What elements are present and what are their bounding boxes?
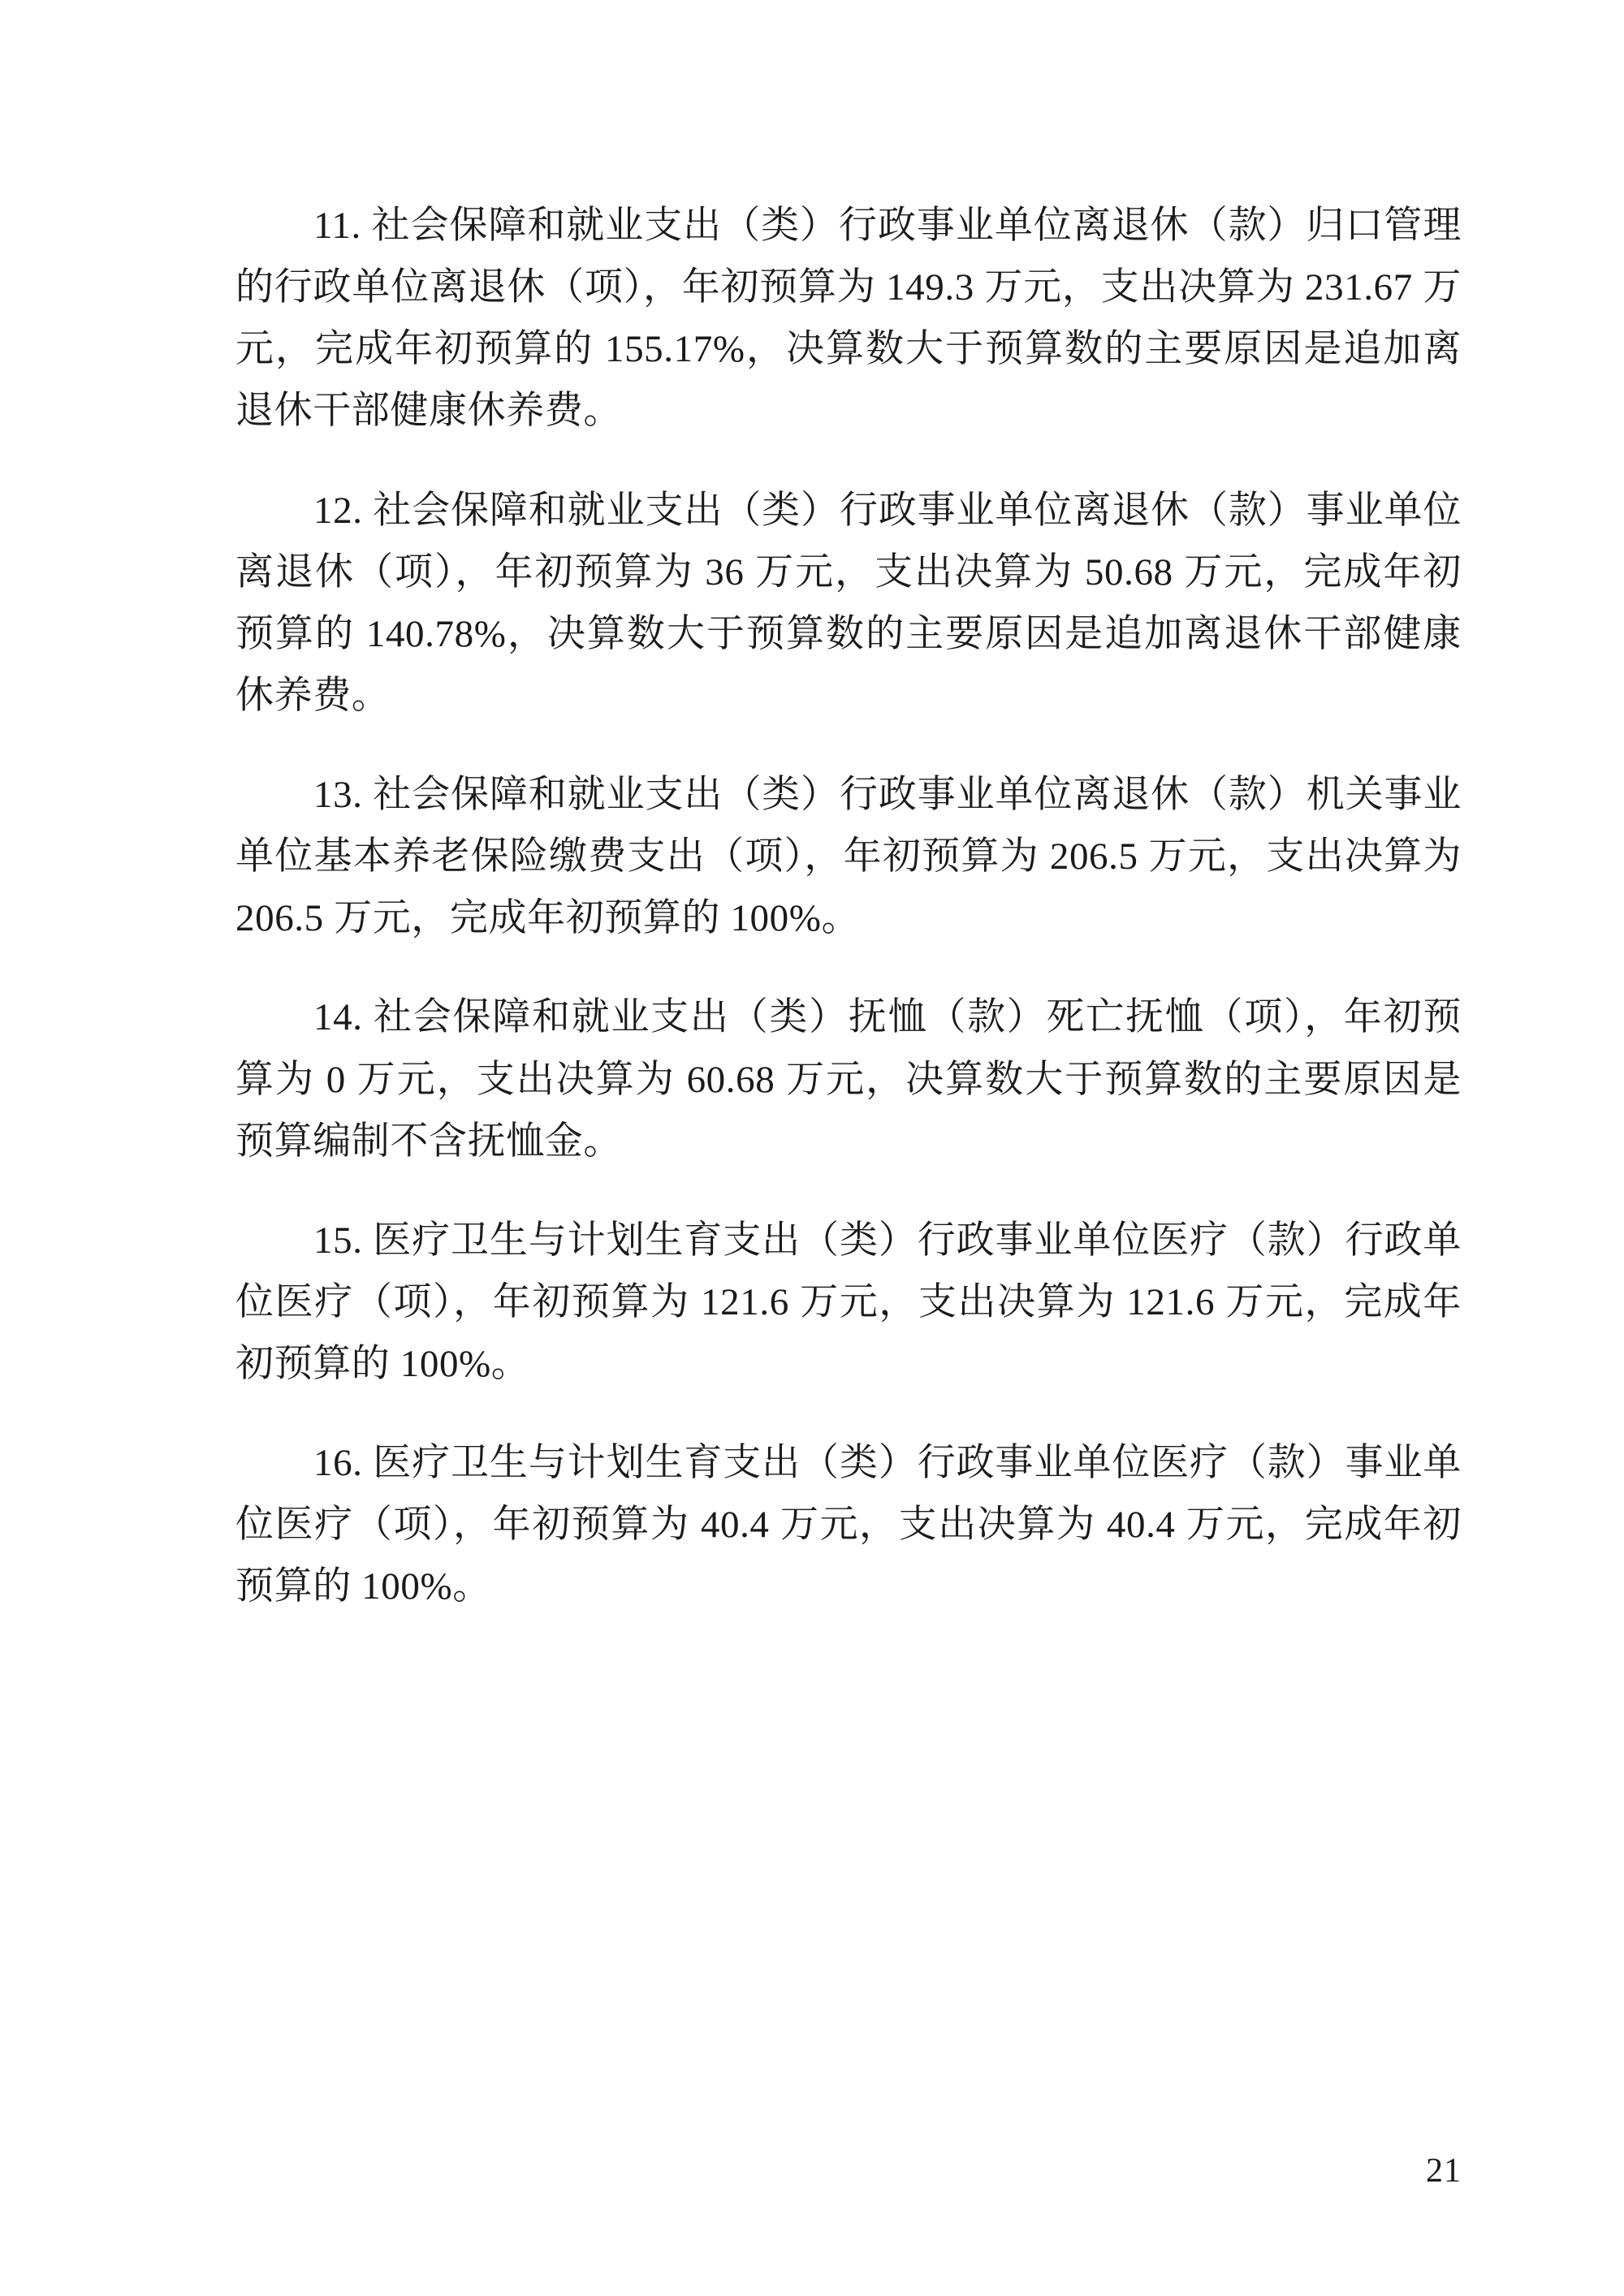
paragraph-item-11: 11. 社会保障和就业支出（类）行政事业单位离退休（款）归口管理的行政单位离退休（项），年初预算为 149.3 万元，支出决算为 231.67 万元，完成年初预算的 155.17%，决算数大于预算数的主要原因是追加离退休干部健康休养费。 (235, 205, 1462, 433)
paragraph-item-14: 14. 社会保障和就业支出（类）抚恤（款）死亡抚恤（项），年初预算为 0 万元，支出决算为 60.68 万元，决算数大于预算数的主要原因是预算编制不含抚恤金。 (235, 996, 1462, 1163)
paragraph-item-16: 16. 医疗卫生与计划生育支出（类）行政事业单位医疗（款）事业单位医疗（项），年初预算为 40.4 万元，支出决算为 40.4 万元，完成年初预算的 100%。 (235, 1442, 1462, 1608)
document-body (235, 195, 1462, 1618)
paragraph-item-12: 12. 社会保障和就业支出（类）行政事业单位离退休（款）事业单位离退休（项），年初预算为 36 万元，支出决算为 50.68 万元，完成年初预算的 140.78%，决算数大于预算数的主要原因是追加离退休干部健康休养费。 (235, 489, 1462, 717)
paragraph-item-15: 15. 医疗卫生与计划生育支出（类）行政事业单位医疗（款）行政单位医疗（项），年初预算为 121.6 万元，支出决算为 121.6 万元，完成年初预算的 100%。 (235, 1219, 1462, 1385)
page-number: 21 (1426, 2152, 1462, 2190)
paragraph-item-13: 13. 社会保障和就业支出（类）行政事业单位离退休（款）机关事业单位基本养老保险缴费支出（项），年初预算为 206.5 万元，支出决算为 206.5 万元，完成年初预算的 100%。 (235, 774, 1462, 940)
